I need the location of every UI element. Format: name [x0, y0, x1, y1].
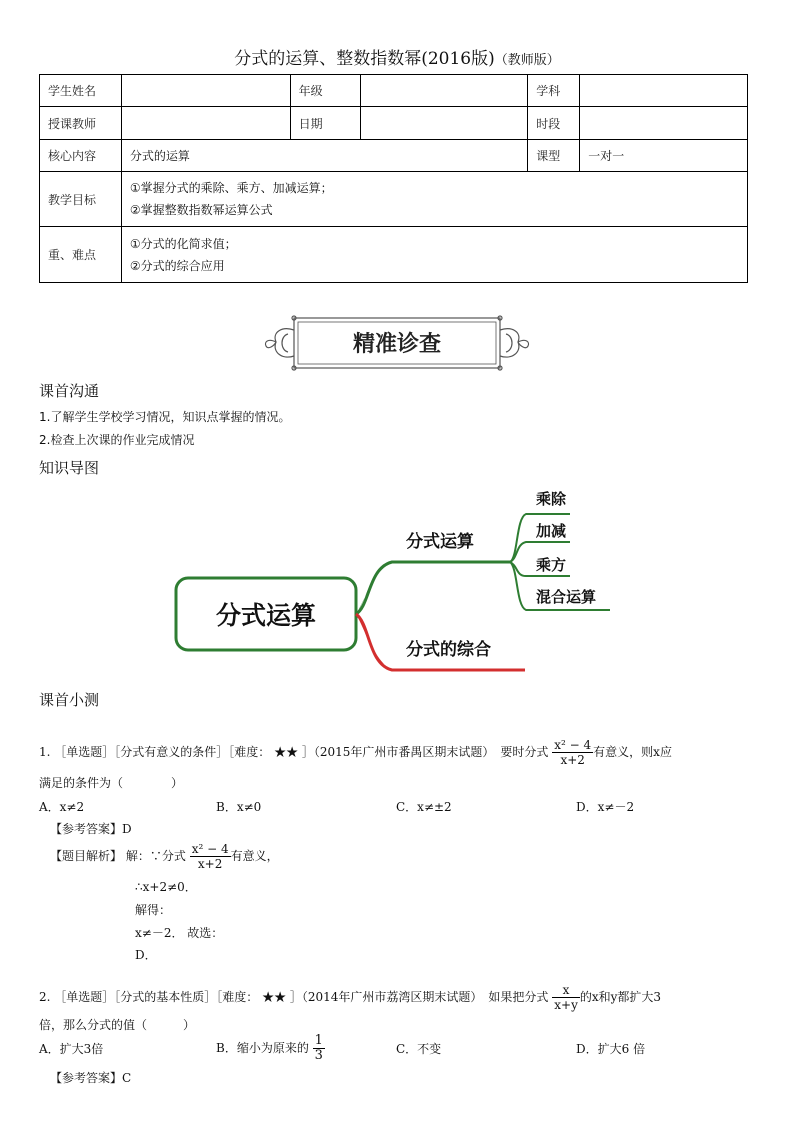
- mindmap-leaf-2: 加减: [536, 522, 567, 540]
- goal-value: [121, 172, 747, 227]
- period-value: [580, 107, 748, 140]
- q1-option-d: D．x≠－2: [576, 800, 635, 814]
- q1-stem: [39, 738, 672, 767]
- q1-lead: 1. ［单选题］［分式有意义的条件］［难度： ★★ ］（2015年广州市番禺区期末试题） 要时分式: [39, 745, 549, 759]
- q1-option-c: C．x≠±2: [396, 800, 452, 814]
- type-label: 课型: [528, 140, 580, 172]
- mindmap-leaf-3: 乘方: [536, 556, 567, 574]
- q2-answer: 【参考答案】C: [50, 1071, 132, 1085]
- q2-option-b: [216, 1034, 325, 1063]
- q2-stem: [39, 983, 661, 1012]
- q2-frac-num: x: [552, 983, 580, 998]
- q2-fraction: [552, 983, 580, 1012]
- student-name-label: 学生姓名: [40, 75, 122, 107]
- q1-analysis-frac-num: x² − 4: [191, 842, 229, 856]
- q2-lead: 2. ［单选题］［分式的基本性质］［难度： ★★ ］（2014年广州市荔湾区期末试题） 如果把分式: [39, 990, 549, 1004]
- q1-analysis-2: ∴x+2≠0．: [135, 880, 197, 894]
- type-value: 一对一: [580, 140, 748, 172]
- grade-label: 年级: [290, 75, 360, 107]
- q2-option-b-den: 3: [314, 1048, 323, 1063]
- period-label: 时段: [528, 107, 580, 140]
- q1-analysis-frac-den: x+2: [197, 857, 223, 871]
- q1-analysis-label: 【题目解析】: [50, 849, 123, 863]
- knowledge-mindmap: [170, 478, 620, 678]
- section-mindmap-heading: 知识导图: [39, 459, 100, 477]
- q1-frac-den: x+2: [560, 753, 585, 767]
- q1-fraction: [552, 738, 593, 767]
- grade-value: [360, 75, 528, 107]
- key-line-2: ②分式的综合应用: [129, 258, 225, 273]
- q1-option-b: B．x≠0: [216, 800, 262, 814]
- section-communication-heading: 课首沟通: [39, 382, 100, 400]
- mindmap-branch-green: [356, 562, 510, 614]
- info-table: [39, 74, 748, 283]
- q1-analysis-1a: 解：∵分式: [125, 849, 186, 863]
- q1-line2: 满足的条件为（ ）: [39, 776, 184, 790]
- section-quiz-heading: 课首小测: [39, 691, 100, 709]
- subject-label: 学科: [528, 75, 580, 107]
- q2-option-c: C．不变: [396, 1042, 442, 1056]
- q1-analysis-3: 解得：: [135, 903, 172, 917]
- subject-value: [580, 75, 748, 107]
- core-value: 分式的运算: [121, 140, 527, 172]
- banner-text: 精准诊查: [352, 331, 442, 357]
- q1-analysis-5: D．: [135, 948, 157, 962]
- date-value: [360, 107, 528, 140]
- goal-line-2: ②掌握整数指数幂运算公式: [129, 203, 273, 217]
- q2-option-b-fraction: [313, 1034, 325, 1063]
- title-main: 分式的运算、整数指数幂(2016版): [234, 49, 495, 69]
- key-line-1: ①分式的化简求值；: [129, 236, 237, 251]
- q1-analysis-fraction: [190, 842, 231, 871]
- q1-tail: 有意义，则x应: [593, 745, 672, 759]
- q2-option-a: A．扩大3倍: [39, 1042, 104, 1056]
- communication-item-2: 2.检查上次课的作业完成情况: [39, 433, 195, 447]
- q2-option-b-num: 1: [314, 1033, 323, 1048]
- communication-item-1: 1.了解学生学校学习情况，知识点掌握的情况。: [39, 410, 291, 424]
- section-banner: [262, 312, 532, 374]
- q2-line2: 倍，那么分式的值（ ）: [39, 1018, 196, 1032]
- q1-answer: 【参考答案】D: [50, 822, 132, 836]
- date-label: 日期: [290, 107, 360, 140]
- mindmap-root-label: 分式运算: [215, 601, 317, 630]
- core-label: 核心内容: [40, 140, 122, 172]
- q1-analysis-1b: 有意义，: [230, 849, 279, 863]
- mindmap-branch-1-label: 分式运算: [406, 532, 474, 552]
- student-name-value: [121, 75, 290, 107]
- key-label: 重、难点: [40, 227, 122, 283]
- mindmap-leaf-1: 乘除: [536, 490, 567, 508]
- mindmap-leaf-4: 混合运算: [536, 588, 597, 606]
- q2-frac-den: x+y: [554, 998, 578, 1012]
- q1-frac-num: x² − 4: [554, 738, 592, 752]
- q2-tail: 的x和y都扩大3: [579, 990, 662, 1004]
- q1-analysis-4: x≠－2． 故选：: [135, 926, 224, 940]
- page-title: [0, 44, 794, 69]
- q2-option-d: D．扩大6 倍: [576, 1042, 646, 1056]
- teacher-label: 授课教师: [40, 107, 122, 140]
- q1-option-a: A．x≠2: [39, 800, 85, 814]
- key-value: [121, 227, 747, 283]
- q2-option-b-text: B．缩小为原来的: [216, 1041, 309, 1055]
- q1-analysis-row1: [50, 842, 279, 871]
- title-edition: （教师版）: [494, 53, 560, 68]
- goal-line-1: ①掌握分式的乘除、乘方、加减运算；: [129, 181, 333, 195]
- goal-label: 教学目标: [40, 172, 122, 227]
- mindmap-branch-2-label: 分式的综合: [406, 640, 491, 660]
- teacher-value: [121, 107, 290, 140]
